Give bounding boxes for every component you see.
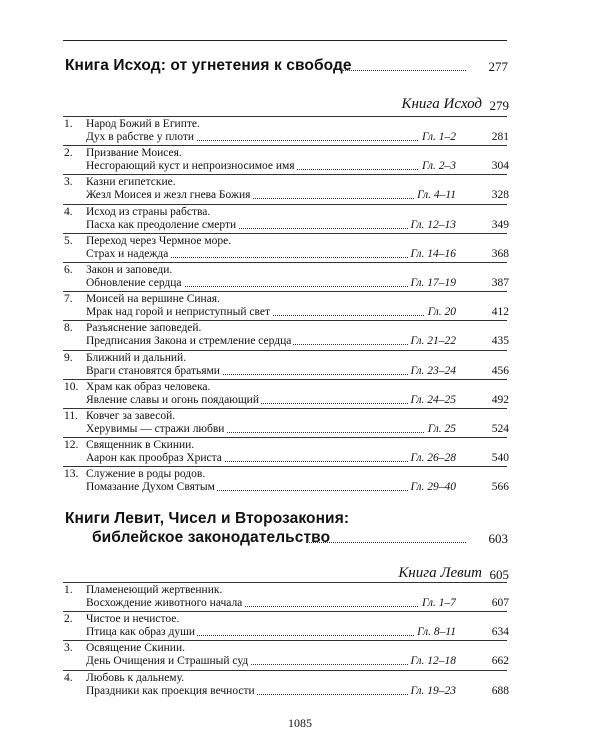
entry-subtitle: Несгорающий куст и непроизносимое имя xyxy=(86,160,295,173)
entry-subtitle: День Очищения и Страшный суд xyxy=(86,655,249,668)
entry-subtitle: Жезл Моисея и жезл гнева Божия xyxy=(86,189,251,202)
entry-rule xyxy=(63,350,507,351)
entry-subtitle-line xyxy=(86,365,456,377)
entry-subtitle-line xyxy=(86,597,456,609)
entry-subtitle-line xyxy=(86,306,456,318)
entry-subtitle-line xyxy=(86,335,456,347)
entry-number: 8. xyxy=(64,322,73,335)
entry-chapters: Гл. 1–7 xyxy=(419,597,456,609)
entry-subtitle: Страх и надежда xyxy=(86,247,169,260)
entry-title: Ближний и дальний. xyxy=(86,351,187,364)
entry-chapters: Гл. 4–11 xyxy=(414,189,456,201)
entry-page: 349 xyxy=(491,218,509,231)
entry-subtitle-line xyxy=(86,685,456,697)
toc-entry[interactable] xyxy=(0,468,600,496)
entry-chapters: Гл. 26–28 xyxy=(408,452,456,464)
entry-title: Разъяснение заповедей. xyxy=(86,322,202,335)
entry-rule xyxy=(63,116,507,117)
entry-subtitle: Предписания Закона и стремление сердца xyxy=(86,335,292,348)
entry-chapters: Гл. 17–19 xyxy=(408,277,456,289)
toc-entry[interactable] xyxy=(0,410,600,438)
toc-entry[interactable] xyxy=(0,293,600,321)
entry-chapters: Гл. 29–40 xyxy=(408,481,456,493)
entry-number: 10. xyxy=(64,380,79,393)
entry-rule xyxy=(63,640,507,641)
entry-chapters: Гл. 12–18 xyxy=(408,655,456,667)
entry-subtitle: Птица как образ души xyxy=(86,626,196,639)
entry-rule xyxy=(63,408,507,409)
entry-number: 1. xyxy=(64,584,73,596)
entry-chapters: Гл. 23–24 xyxy=(408,365,456,377)
entry-number: 13. xyxy=(64,468,79,481)
entry-title: Переход через Чермное море. xyxy=(86,234,232,247)
entry-subtitle-line xyxy=(86,626,456,638)
entry-title: Призвание Моисея. xyxy=(86,147,182,160)
section-page-leviticus: 603 xyxy=(488,531,508,546)
entry-page: 456 xyxy=(491,364,509,377)
entry-page: 688 xyxy=(491,684,509,697)
entry-number: 12. xyxy=(64,439,79,452)
entry-chapters: Гл. 2–3 xyxy=(419,160,456,172)
entry-page: 524 xyxy=(491,423,509,435)
section2-title-leader xyxy=(306,542,466,543)
entry-rule xyxy=(63,233,507,234)
entry-subtitle-line xyxy=(86,481,456,493)
entry-number: 5. xyxy=(64,234,73,247)
entry-subtitle: Мрак над горой и неприступный свет xyxy=(86,306,270,319)
entry-page: 304 xyxy=(491,160,509,173)
toc-entry[interactable] xyxy=(0,642,600,670)
entry-subtitle: Дух в рабстве у плоти xyxy=(86,131,194,143)
toc-entry[interactable] xyxy=(0,264,600,292)
entry-number: 3. xyxy=(64,642,73,655)
entry-chapters: Гл. 8–11 xyxy=(414,626,456,638)
entry-rule xyxy=(63,145,507,146)
entry-page: 662 xyxy=(491,655,509,668)
entry-title: Храм как образ человека. xyxy=(86,380,211,393)
entry-rule xyxy=(63,466,507,467)
entry-chapters: Гл. 21–22 xyxy=(408,335,456,347)
entry-number: 4. xyxy=(64,205,73,218)
entry-subtitle-line xyxy=(86,423,456,435)
entry-chapters: Гл. 19–23 xyxy=(408,685,456,697)
entry-title: Священник в Скинии. xyxy=(86,439,195,452)
book-heading-leviticus: Книга Левит xyxy=(398,565,482,581)
entry-rule xyxy=(63,379,507,380)
entry-number: 2. xyxy=(64,147,73,160)
page-number: 1085 xyxy=(288,716,312,730)
toc-entry[interactable] xyxy=(0,147,600,175)
toc-entry[interactable] xyxy=(0,352,600,380)
toc-entry[interactable] xyxy=(0,206,600,234)
entry-title: Казни египетские. xyxy=(86,176,176,189)
section-title-leviticus-line1: Книги Левит, Чисел и Второзакония: xyxy=(65,510,350,527)
entry-number: 3. xyxy=(64,176,73,189)
entry-title: Любовь к дальнему. xyxy=(86,671,185,684)
entry-page: 387 xyxy=(491,277,509,289)
entry-subtitle: Аарон как прообраз Христа xyxy=(86,452,222,465)
toc-entry[interactable] xyxy=(0,613,600,641)
entry-subtitle-line xyxy=(86,655,456,667)
entry-rule xyxy=(63,582,507,583)
entry-rule xyxy=(63,204,507,205)
entry-rule xyxy=(63,174,507,175)
entry-number: 11. xyxy=(64,410,78,422)
entry-title: Освящение Скинии. xyxy=(86,642,185,655)
entry-number: 2. xyxy=(64,613,73,626)
entry-title: Ковчег за завесой. xyxy=(86,410,176,422)
toc-entry[interactable] xyxy=(0,118,600,146)
entry-title: Закон и заповеди. xyxy=(86,264,173,276)
entry-page: 540 xyxy=(491,452,509,465)
entry-rule xyxy=(63,611,507,612)
entry-page: 566 xyxy=(491,481,509,494)
entry-rule xyxy=(63,670,507,671)
entry-subtitle-line xyxy=(86,452,456,464)
entry-subtitle-line xyxy=(86,394,456,406)
entry-rule xyxy=(63,291,507,292)
entry-number: 9. xyxy=(64,351,73,364)
entry-page: 328 xyxy=(491,189,509,202)
entry-subtitle: Восхождение животного начала xyxy=(86,597,243,609)
entry-page: 634 xyxy=(491,626,509,639)
entry-title: Исход из страны рабства. xyxy=(86,205,211,218)
entry-subtitle-line xyxy=(86,219,456,231)
book-page-exodus: 279 xyxy=(489,98,509,113)
entry-title: Народ Божий в Египте. xyxy=(86,118,200,130)
section-page-exodus: 277 xyxy=(488,59,508,74)
entry-rule xyxy=(63,320,507,321)
toc-entry[interactable] xyxy=(0,322,600,350)
entry-subtitle: Враги становятся братьями xyxy=(86,364,220,377)
entry-subtitle-line xyxy=(86,160,456,172)
entry-number: 4. xyxy=(64,671,73,684)
entry-page: 412 xyxy=(491,306,509,319)
entry-page: 281 xyxy=(491,131,509,143)
entry-chapters: Гл. 12–13 xyxy=(408,219,456,231)
section-title-leviticus-line2: библейское законодательство xyxy=(92,529,331,546)
entry-title: Пламенеющий жертвенник. xyxy=(86,584,223,596)
section-title-exodus: Книга Исход: от угнетения к свободе xyxy=(65,57,352,74)
entry-subtitle-line xyxy=(86,189,456,201)
entry-subtitle: Пасха как преодоление смерти xyxy=(86,218,237,231)
entry-number: 1. xyxy=(64,118,73,130)
entry-rule xyxy=(63,262,507,263)
entry-subtitle: Явление славы и огонь поядающий xyxy=(86,393,259,406)
entry-chapters: Гл. 20 xyxy=(425,306,456,318)
entry-chapters: Гл. 1–2 xyxy=(419,131,456,143)
entry-subtitle: Помазание Духом Святым xyxy=(86,481,215,494)
book-page-leviticus: 605 xyxy=(489,567,509,582)
entry-subtitle-line xyxy=(86,277,456,289)
entry-number: 6. xyxy=(64,264,73,276)
entry-page: 368 xyxy=(491,247,509,260)
entry-number: 7. xyxy=(64,293,73,306)
entry-subtitle: Обновление сердца xyxy=(86,277,182,289)
entry-page: 492 xyxy=(491,393,509,406)
entry-chapters: Гл. 14–16 xyxy=(408,248,456,260)
toc-entry[interactable] xyxy=(0,381,600,409)
entry-subtitle-line xyxy=(86,248,456,260)
book-heading-exodus: Книга Исход xyxy=(401,96,482,112)
entry-page: 607 xyxy=(491,597,509,609)
entry-title: Чистое и нечистое. xyxy=(86,613,180,626)
entry-title: Служение в роды родов. xyxy=(86,468,206,481)
entry-chapters: Гл. 24–25 xyxy=(408,394,456,406)
toc-entry[interactable] xyxy=(0,235,600,263)
entry-subtitle-line xyxy=(86,131,456,143)
section-title-leader xyxy=(340,70,466,71)
toc-entry[interactable] xyxy=(0,584,600,612)
toc-entry[interactable] xyxy=(0,176,600,204)
entry-rule xyxy=(63,437,507,438)
entry-title: Моисей на вершине Синая. xyxy=(86,293,220,306)
entry-subtitle: Херувимы — стражи любви xyxy=(86,423,225,435)
toc-entry[interactable] xyxy=(0,439,600,467)
entry-page: 435 xyxy=(491,335,509,348)
entry-chapters: Гл. 25 xyxy=(425,423,456,435)
toc-entry[interactable] xyxy=(0,672,600,700)
entry-subtitle: Праздники как проекция вечности xyxy=(86,684,255,697)
top-rule xyxy=(63,40,507,41)
